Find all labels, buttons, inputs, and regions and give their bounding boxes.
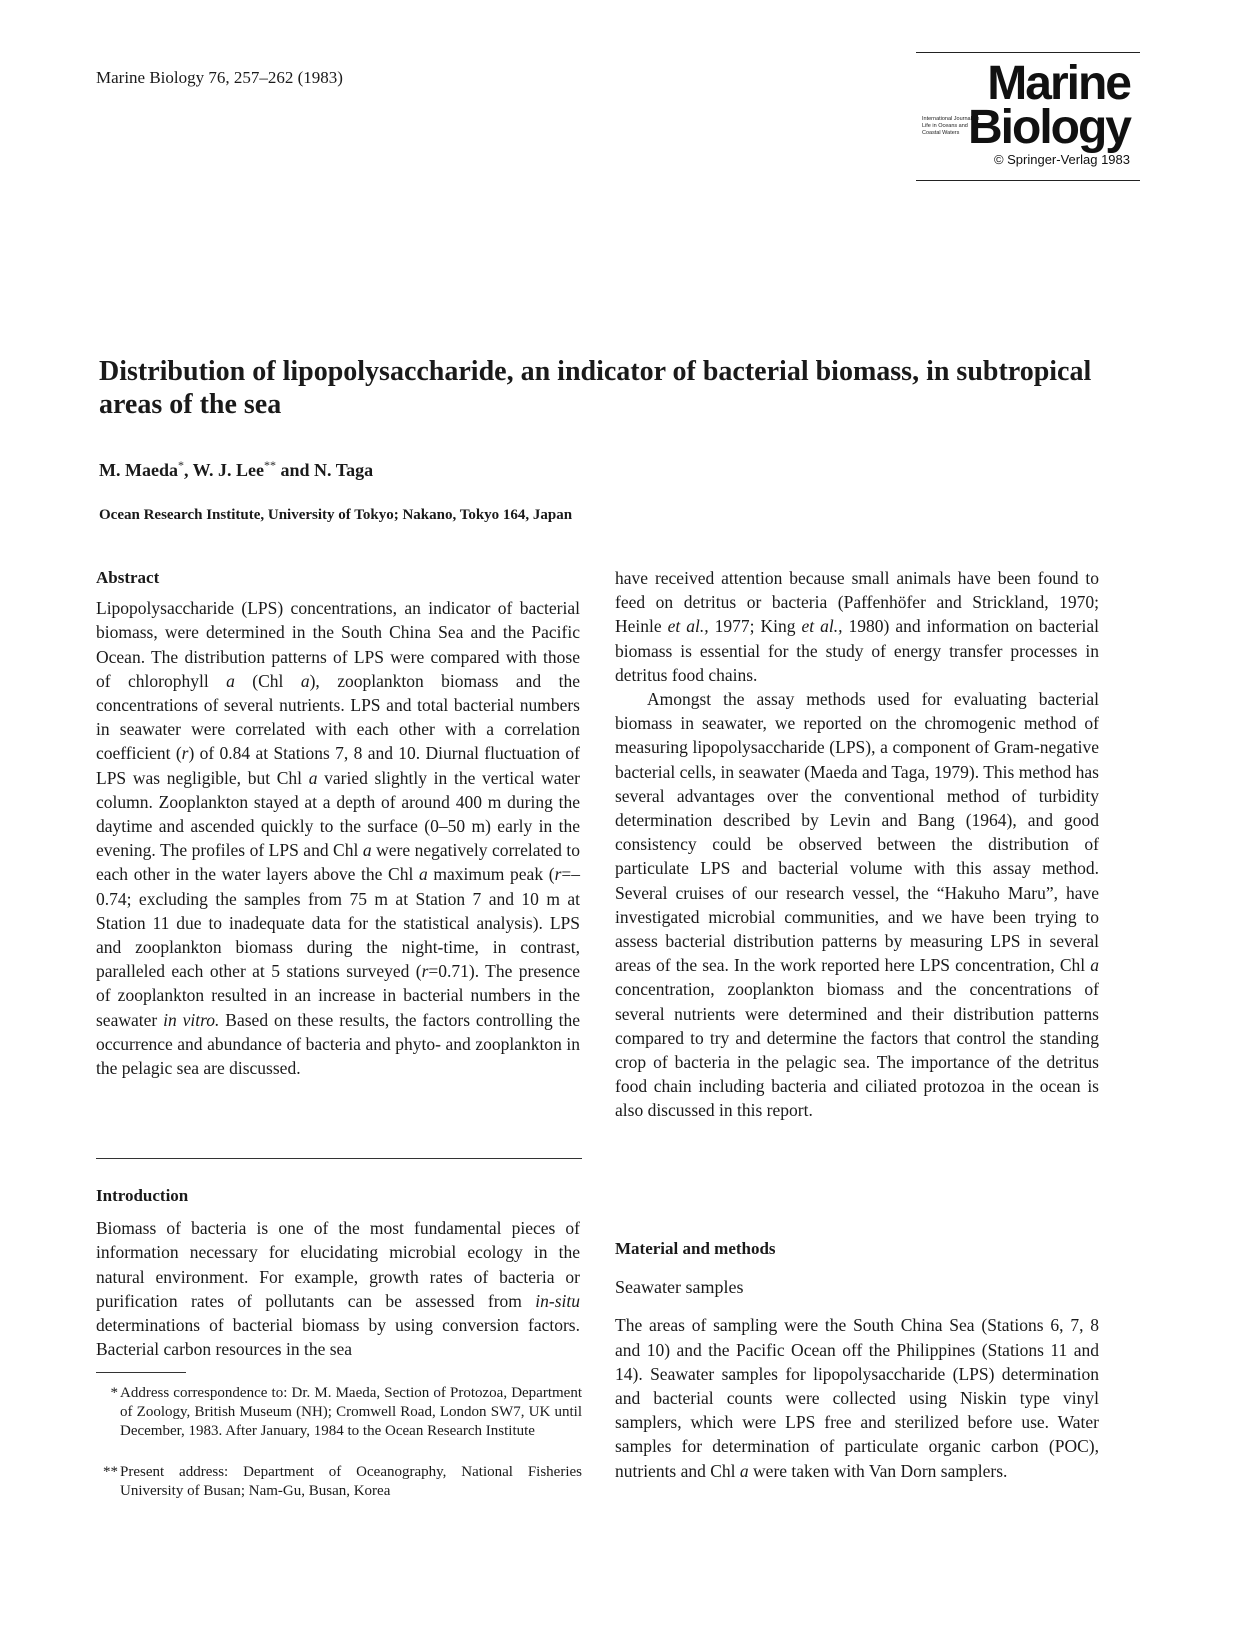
introduction-paragraph-continued: have received attention because small animals have been found to feed on detritus or bacteria (Paffenhöfer and Strickland, 1970; Heinle et al., 1977; King et al., 1980) and information on bacterial biomass is essential for the study of energy transfer processes in detritus food chains. xyxy=(615,568,1099,685)
abstract-divider xyxy=(96,1158,582,1159)
left-column xyxy=(96,566,580,1080)
right-column xyxy=(615,566,1099,1123)
author-name: W. J. Lee xyxy=(192,460,265,480)
footnote-1 xyxy=(96,1384,582,1441)
masthead-word-biology: Biology xyxy=(968,101,1130,154)
masthead-bottom-rule xyxy=(916,180,1140,181)
affiliation: Ocean Research Institute, University of Tokyo; Nakano, Tokyo 164, Japan xyxy=(99,507,573,523)
author-list xyxy=(99,458,373,481)
introduction-section xyxy=(96,1184,580,1361)
methods-section xyxy=(615,1237,1099,1483)
journal-citation: Marine Biology 76, 257–262 (1983) xyxy=(96,68,343,87)
footnote-text: Present address: Department of Oceanography, National Fisheries University of Busan; Nam-Gu, Busan, Korea xyxy=(120,1464,582,1499)
abstract-heading: Abstract xyxy=(96,568,160,587)
footnote-marker: ** xyxy=(264,458,277,472)
introduction-paragraph: Amongst the assay methods used for evaluating bacterial biomass in seawater, we reported on the chromogenic method of measuring lipopolysaccharide (LPS), a component of Gram-negative bacterial cells, in seawater (Maeda and Taga, 1979). This method has several advantages over the conventional method of turbidity determination described by Levin and Bang (1964), and good consistency could be observed between the distribution of particulate LPS and bacterial volume with this assay method. Several cruises of our research vessel, the “Hakuho Maru”, have investigated microbial communities, and we have been trying to assess bacterial distribution patterns by measuring LPS in several areas of the sea. In the work reported here LPS concentration, Chl a concentration, zooplankton biomass and the concentrations of several nutrients were determined and their distribution patterns compared to try and determine the factors that control the standing crop of bacteria in the pelagic sea. The importance of the detritus food chain including bacteria and ciliated protozoa in the ocean is also discussed in this report. xyxy=(615,689,1099,1121)
footnote-marker: * xyxy=(177,458,184,472)
footnote-text: Address correspondence to: Dr. M. Maeda, Section of Protozoa, Department of Zoology, British Museum (NH); Cromwell Road, London SW7, UK until December, 1983. After January, 1984 to the Ocean Research Institute xyxy=(120,1385,582,1439)
author-separator: , xyxy=(183,460,193,480)
author-name: M. Maeda xyxy=(99,460,178,480)
abstract-text: Lipopolysaccharide (LPS) concentrations, an indicator of bacterial biomass, were determined in the South China Sea and the Pacific Ocean. The distribution patterns of LPS were compared with those of chlorophyll a (Chl a), zooplankton biomass and the concentrations of several nutrients. LPS and total bacterial numbers in seawater were correlated with each other with a correlation coefficient (r) of 0.84 at Stations 7, 8 and 10. Diurnal fluctuation of LPS was negligible, but Chl a varied slightly in the vertical water column. Zooplankton stayed at a depth of around 400 m during the daytime and ascended quickly to the surface (0–50 m) early in the evening. The profiles of LPS and Chl a were negatively correlated to each other in the water layers above the Chl a maximum peak (r=–0.74; excluding the samples from 75 m at Station 7 and 10 m at Station 11 due to inadequate data for the statistical analysis). LPS and zooplankton biomass during the night-time, in contrast, paralleled each other at 5 stations surveyed (r=0.71). The presence of zooplankton resulted in an increase in bacterial numbers in the seawater in vitro. Based on these results, the factors controlling the occurrence and abundance of bacteria and phyto- and zooplankton in the pelagic sea are discussed. xyxy=(96,598,581,1079)
paper-title: Distribution of lipopolysaccharide, an indicator of bacterial biomass, in subtropical areas of the sea xyxy=(99,356,1092,420)
footnote-marker: ** xyxy=(103,1464,118,1480)
masthead-top-rule xyxy=(916,52,1140,53)
introduction-paragraph: Biomass of bacteria is one of the most fundamental pieces of information necessary for elucidating microbial ecology in the natural environment. For example, growth rates of bacteria or purification rates of pollutants can be assessed from in-situ determinations of bacterial biomass by using conversion factors. Bacterial carbon resources in the sea xyxy=(96,1218,580,1360)
footnote-marker: * xyxy=(110,1385,118,1401)
journal-masthead xyxy=(916,52,1140,184)
methods-subheading: Seawater samples xyxy=(615,1277,744,1298)
methods-heading: Material and methods xyxy=(615,1239,776,1258)
masthead-copyright: © Springer-Verlag 1983 xyxy=(993,152,1130,167)
footnote-2 xyxy=(96,1463,582,1501)
author-name: N. Taga xyxy=(314,460,374,480)
footnote-rule xyxy=(96,1372,186,1373)
methods-paragraph: The areas of sampling were the South China Sea (Stations 6, 7, 8 and 10) and the Pacific Ocean off the Philippines (Stations 11 and 14). Seawater samples for lipopolysaccharide (LPS) determination and bacterial counts were collected using Niskin type vinyl samplers, which were LPS free and sterilized before use. Water samples for determination of particulate organic carbon (POC), nutrients and Chl a were taken with Van Dorn samplers. xyxy=(615,1315,1099,1481)
introduction-heading: Introduction xyxy=(96,1186,189,1205)
author-separator: and xyxy=(276,460,315,480)
masthead-tagline: International Journal on Life in Oceans and Coastal Waters xyxy=(922,116,980,136)
masthead-word-marine: Marine xyxy=(987,57,1130,110)
